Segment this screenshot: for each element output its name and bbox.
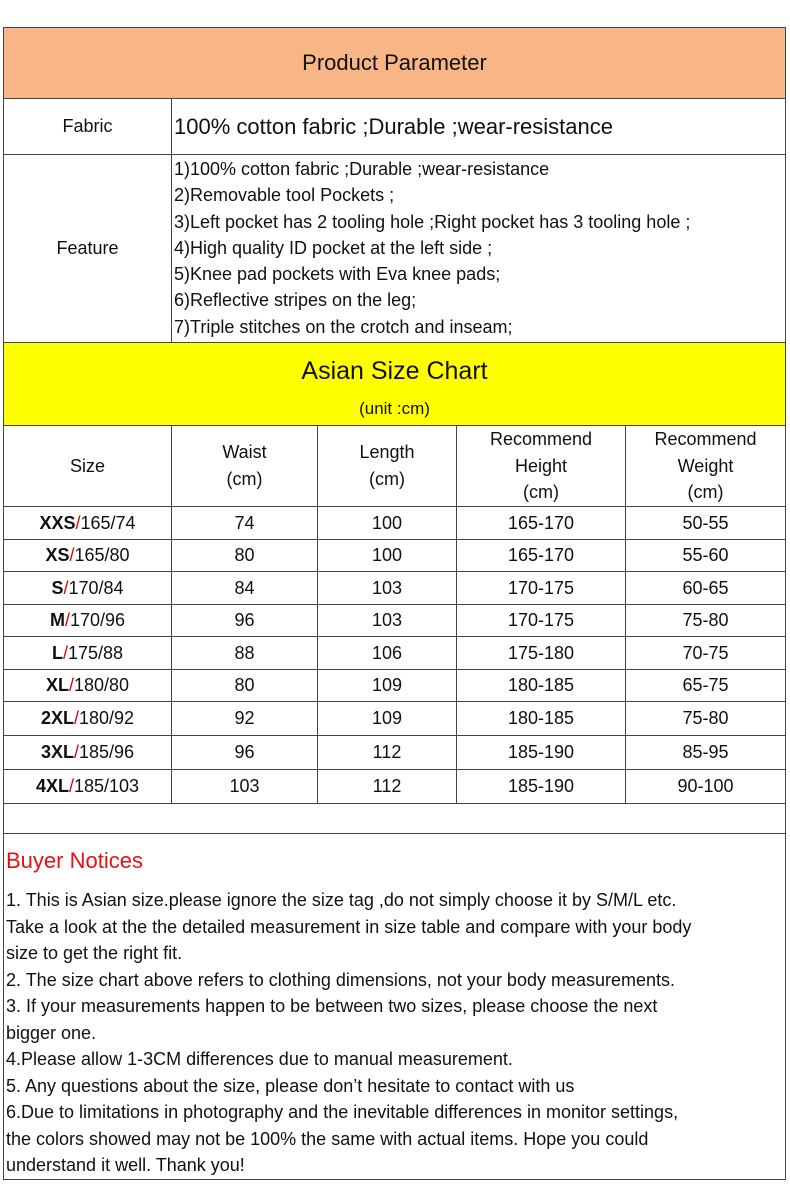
weight-cell: 75-80: [682, 708, 729, 728]
row-divider: [3, 803, 786, 804]
size-spec: 175/88: [67, 642, 124, 663]
size-spec: 170/84: [68, 577, 124, 598]
size-code: L: [51, 642, 63, 663]
product-parameter-title: Product Parameter: [4, 28, 785, 98]
waist-cell: 103: [229, 776, 260, 796]
feature-item: 1)100% cotton fabric ;Durable ;wear-resistance: [174, 159, 550, 179]
header-waist-unit: (cm): [226, 469, 263, 489]
size-spec: 165/74: [80, 512, 136, 533]
size-separator: /: [62, 642, 68, 663]
size-code: 2XL: [40, 708, 74, 728]
length-cell: 109: [371, 708, 403, 728]
header-waist-line: Waist: [222, 442, 267, 462]
notice-line: Take a look at the the detailed measurement in size table and compare with your body: [6, 916, 692, 937]
height-cell: 165-170: [507, 512, 575, 533]
column-divider: [171, 426, 172, 803]
column-divider: [456, 426, 457, 803]
column-divider: [317, 426, 318, 803]
notice-line: 6.Due to limitations in photography and the inevitable differences in monitor settings,: [6, 1102, 679, 1122]
length-cell: 103: [371, 577, 403, 598]
waist-cell: 84: [234, 577, 255, 598]
size-code: 4XL: [35, 776, 69, 796]
header-waist: [172, 426, 317, 506]
feature-list: [174, 156, 784, 340]
fabric-value: 100% cotton fabric ;Durable ;wear-resistance: [174, 113, 613, 139]
weight-cell: 60-65: [682, 577, 729, 598]
length-cell: 109: [371, 675, 403, 695]
size-cell: [4, 605, 171, 636]
weight-cell: 65-75: [682, 675, 729, 695]
height-cell: 185-190: [507, 776, 575, 796]
weight-cell: 70-75: [682, 642, 729, 663]
length-cell: 100: [371, 512, 403, 533]
waist-cell: 80: [234, 675, 255, 695]
size-code: XS: [45, 545, 70, 565]
size-cell: [4, 770, 171, 803]
height-cell: 180-185: [507, 708, 575, 728]
notice-line: 4.Please allow 1-3CM differences due to manual measurement.: [6, 1049, 513, 1069]
feature-item: 3)Left pocket has 2 tooling hole ;Right pocket has 3 tooling hole ;: [174, 211, 691, 232]
size-cell: [4, 670, 171, 701]
fabric-label: Fabric: [62, 116, 113, 136]
feature-item: 5)Knee pad pockets with Eva knee pads;: [174, 264, 501, 285]
size-separator: /: [69, 545, 75, 565]
size-spec: 180/80: [73, 675, 130, 695]
size-cell: [4, 540, 171, 571]
header-height: [457, 426, 625, 506]
weight-cell: 90-100: [677, 776, 734, 796]
waist-cell: 80: [234, 545, 255, 565]
length-cell: 100: [371, 545, 403, 565]
size-separator: /: [68, 675, 74, 695]
weight-cell: 85-95: [682, 742, 729, 762]
header-height-line: Recommend: [489, 429, 593, 450]
size-separator: /: [68, 776, 74, 796]
notice-line: 3. If your measurements happen to be between two sizes, please choose the next: [6, 996, 658, 1016]
header-length-unit: (cm): [369, 469, 405, 489]
notice-line: understand it well. Thank you!: [6, 1155, 245, 1175]
weight-cell: 50-55: [682, 512, 729, 533]
height-cell: 170-175: [507, 577, 575, 598]
size-spec: 185/96: [78, 742, 135, 762]
size-chart-title: Asian Size Chart: [301, 356, 488, 385]
size-separator: /: [73, 742, 79, 762]
feature-item: 2)Removable tool Pockets ;: [174, 185, 395, 206]
height-cell: 185-190: [507, 742, 575, 762]
size-separator: /: [64, 610, 70, 630]
waist-cell: 74: [234, 512, 255, 533]
header-height-unit: (cm): [523, 482, 559, 503]
size-code: 3XL: [40, 742, 74, 762]
notice-line: 2. The size chart above refers to clothing dimensions, not your body measurements.: [6, 969, 676, 990]
size-spec: 185/103: [73, 776, 140, 796]
weight-cell: 75-80: [682, 610, 729, 630]
divider: [3, 833, 786, 834]
column-divider: [625, 426, 626, 803]
buyer-notices-title: Buyer Notices: [6, 848, 143, 873]
size-code: XL: [45, 675, 69, 695]
size-cell: [4, 702, 171, 735]
waist-cell: 88: [234, 642, 255, 663]
size-cell: [4, 507, 171, 539]
notice-line: size to get the right fit.: [6, 943, 183, 963]
size-spec: 180/92: [78, 708, 135, 728]
feature-item: 4)High quality ID pocket at the left side ;: [174, 237, 493, 258]
length-cell: 103: [371, 610, 403, 630]
size-separator: /: [73, 708, 79, 728]
length-cell: 112: [372, 776, 402, 796]
size-chart-unit: (unit :cm): [359, 399, 430, 418]
size-code: XXS: [39, 512, 76, 533]
size-separator: /: [75, 512, 81, 533]
weight-cell: 55-60: [682, 545, 729, 565]
header-weight-line: Weight: [677, 455, 734, 476]
feature-item: 6)Reflective stripes on the leg;: [174, 290, 417, 311]
height-cell: 165-170: [507, 545, 575, 565]
notice-line: the colors showed may not be 100% the same with actual items. Hope you could: [6, 1128, 649, 1149]
header-weight: [626, 426, 785, 506]
length-cell: 112: [372, 742, 402, 762]
height-cell: 170-175: [507, 610, 575, 630]
divider: [171, 99, 172, 342]
height-cell: 180-185: [507, 675, 575, 695]
feature-label: Feature: [56, 238, 119, 258]
waist-cell: 96: [234, 742, 255, 762]
size-separator: /: [63, 577, 69, 598]
feature-item: 7)Triple stitches on the crotch and inseam;: [174, 316, 513, 337]
header-size: Size: [69, 455, 105, 476]
header-height-line: Height: [514, 455, 568, 476]
length-cell: 106: [371, 642, 403, 663]
header-length-line: Length: [359, 442, 415, 462]
waist-cell: 92: [234, 708, 255, 728]
buyer-notices-list: [6, 887, 784, 1179]
size-code: S: [51, 577, 64, 598]
header-length: [318, 426, 456, 506]
height-cell: 175-180: [507, 642, 575, 663]
notice-line: 5. Any questions about the size, please don’t hesitate to contact with us: [6, 1075, 575, 1096]
size-cell: [4, 637, 171, 669]
header-weight-unit: (cm): [687, 482, 724, 503]
waist-cell: 96: [234, 610, 255, 630]
size-chart-header: [4, 343, 785, 425]
notice-line: bigger one.: [6, 1022, 97, 1043]
size-cell: [4, 572, 171, 604]
header-weight-line: Recommend: [654, 429, 757, 450]
size-spec: 170/96: [69, 610, 126, 630]
notice-line: 1. This is Asian size.please ignore the size tag ,do not simply choose it by S/M/L etc.: [6, 890, 677, 910]
size-spec: 165/80: [74, 545, 130, 565]
size-cell: [4, 736, 171, 769]
size-code: M: [49, 610, 65, 630]
